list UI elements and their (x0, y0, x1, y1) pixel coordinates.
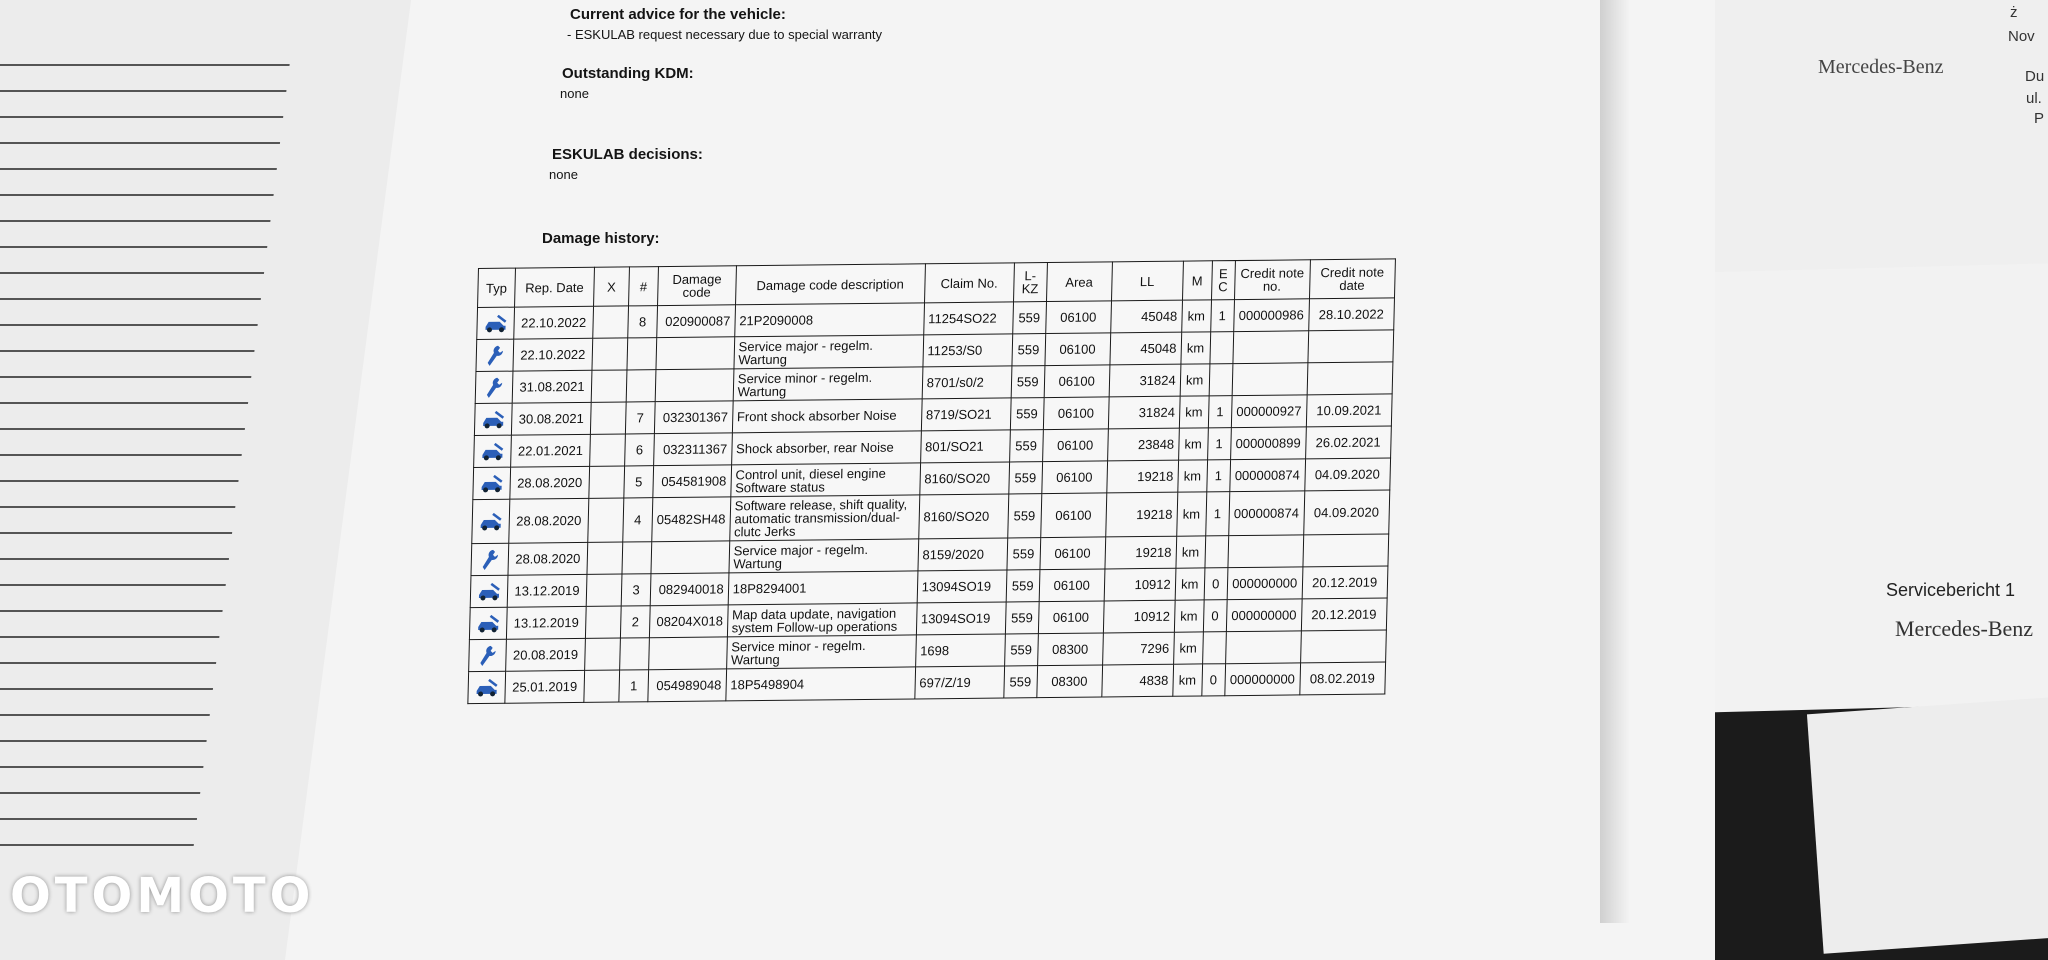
cell-m: km (1176, 492, 1206, 536)
cell-hash (627, 338, 657, 370)
cell-claim-no: 8701/s0/2 (922, 366, 1012, 399)
paper-shadow (1600, 0, 1630, 923)
cell-ll: 23848 (1107, 428, 1179, 461)
cell-x (585, 638, 621, 670)
cell-hash: 1 (619, 670, 649, 702)
cell-x (589, 466, 625, 498)
cell-hash (620, 638, 650, 670)
cell-damage-code: 054581908 (653, 465, 731, 498)
header-claim-no: Claim No. (924, 263, 1014, 303)
cell-area: 06100 (1040, 493, 1106, 538)
right-paper-sheet-4 (1807, 696, 2048, 954)
car-repair-icon (474, 403, 512, 435)
cell-lkz: 559 (1003, 666, 1037, 698)
cell-area: 08300 (1037, 633, 1103, 666)
header-area: Area (1046, 262, 1112, 302)
header-x: X (594, 267, 630, 306)
cell-damage-description: Software release, shift quality, automatic transmission/dual-clutc Jerks (729, 495, 919, 541)
cell-damage-description: Service minor - regelm. Wartung (733, 367, 923, 401)
kdm-title: Outstanding KDM: (562, 65, 694, 82)
cell-ll: 19218 (1106, 460, 1178, 493)
cell-ec: 1 (1206, 460, 1230, 492)
cell-ec: 0 (1203, 600, 1227, 632)
cell-ll: 31824 (1108, 396, 1180, 429)
header-damage-code: Damage code (658, 266, 737, 306)
cell-claim-no: 8160/SO20 (919, 462, 1009, 495)
cell-credit-note-date: 26.02.2021 (1305, 426, 1391, 459)
cell-x (588, 498, 624, 542)
cell-credit-note-no: 000000899 (1230, 427, 1306, 460)
cell-lkz: 559 (1007, 494, 1041, 538)
cell-damage-description: Shock absorber, rear Noise (731, 431, 921, 465)
cell-damage-description: Service minor - regelm. Wartung (726, 635, 916, 669)
car-repair-icon (470, 575, 508, 607)
edge-text-4: ul. (2026, 90, 2042, 107)
cell-lkz: 559 (1009, 430, 1043, 462)
cell-area: 08300 (1036, 665, 1102, 698)
cell-m: km (1178, 428, 1208, 460)
cell-credit-note-date (1308, 330, 1394, 363)
cell-x (593, 306, 629, 338)
cell-damage-description: Map data update, navigation system Follow-up operations (727, 603, 917, 637)
cell-rep-date: 22.01.2021 (511, 434, 591, 467)
damage-history-title: Damage history: (542, 230, 660, 247)
cell-credit-note-no: 000000000 (1227, 567, 1303, 600)
cell-claim-no: 8160/SO20 (918, 494, 1008, 539)
cell-lkz: 559 (1008, 462, 1042, 494)
cell-credit-note-no: 000000000 (1224, 663, 1300, 696)
header-lkz: L-KZ (1013, 263, 1047, 302)
cell-ll: 7296 (1102, 632, 1174, 665)
advice-title: Current advice for the vehicle: (570, 6, 786, 23)
cell-damage-code: 05482SH48 (652, 497, 731, 542)
cell-claim-no: 801/SO21 (920, 430, 1010, 463)
cell-area: 06100 (1042, 429, 1108, 462)
cell-x (592, 338, 628, 370)
cell-claim-no: 8159/2020 (918, 538, 1008, 571)
cell-rep-date: 13.12.2019 (506, 606, 586, 639)
cell-x (590, 434, 626, 466)
cell-ec: 1 (1205, 492, 1229, 536)
cell-rep-date: 30.08.2021 (511, 402, 591, 435)
cell-damage-description: 18P8294001 (728, 571, 918, 605)
cell-ec: 1 (1210, 300, 1234, 332)
cell-rep-date: 20.08.2019 (506, 638, 586, 671)
cell-m: km (1177, 460, 1207, 492)
cell-credit-note-date: 04.09.2020 (1303, 490, 1389, 535)
header-ec: E C (1211, 261, 1235, 300)
otomoto-watermark: OTOMOTO (10, 868, 315, 924)
cell-hash: 3 (621, 574, 651, 606)
cell-m: km (1179, 396, 1209, 428)
eskulab-title: ESKULAB decisions: (552, 146, 703, 163)
cell-lkz: 559 (1004, 634, 1038, 666)
cell-damage-description: Front shock absorber Noise (732, 399, 922, 433)
cell-credit-note-no: 000000874 (1229, 459, 1305, 492)
car-repair-icon (474, 435, 512, 467)
cell-rep-date: 28.08.2020 (509, 498, 589, 543)
cell-rep-date: 22.10.2022 (514, 306, 594, 339)
cell-credit-note-no: 000000000 (1226, 599, 1302, 632)
cell-credit-note-date: 04.09.2020 (1304, 458, 1390, 491)
cell-area: 06100 (1044, 365, 1110, 398)
table-body (468, 298, 1394, 704)
cell-ll: 31824 (1109, 364, 1181, 397)
cell-claim-no: 8719/SO21 (921, 398, 1011, 431)
cell-claim-no: 11253/S0 (923, 334, 1013, 367)
cell-damage-code: 08204X018 (649, 605, 727, 638)
damage-history-table-wrapper (467, 258, 1395, 704)
kdm-value: none (560, 86, 589, 101)
cell-lkz: 559 (1012, 302, 1046, 334)
cell-x (584, 670, 620, 702)
cell-credit-note-no: 000000986 (1233, 299, 1309, 332)
cell-credit-note-no: 000000874 (1228, 491, 1304, 536)
cell-area: 06100 (1045, 301, 1111, 334)
header-hash: # (629, 267, 659, 306)
cell-x (585, 606, 621, 638)
cell-area: 06100 (1040, 537, 1106, 570)
cell-ll: 45048 (1110, 300, 1182, 333)
cell-area: 06100 (1041, 461, 1107, 494)
cell-ec: 0 (1201, 664, 1225, 696)
car-repair-icon (469, 607, 507, 639)
cell-damage-description: Service major - regelm. Wartung (729, 539, 919, 573)
cell-rep-date: 25.01.2019 (505, 670, 585, 703)
header-ll: LL (1111, 261, 1183, 301)
cell-ec (1205, 536, 1229, 568)
wrench-icon (471, 543, 509, 575)
cell-claim-no: 13094SO19 (916, 602, 1006, 635)
wrench-icon (476, 339, 514, 371)
edge-text-5: P (2034, 110, 2045, 127)
cell-area: 06100 (1045, 333, 1111, 366)
cell-area: 06100 (1043, 397, 1109, 430)
cell-hash: 5 (624, 466, 654, 498)
cell-credit-note-date (1307, 362, 1393, 395)
cell-damage-code: 032311367 (654, 433, 732, 466)
cell-credit-note-date: 20.12.2019 (1301, 598, 1387, 631)
cell-damage-code: 032301367 (654, 401, 732, 434)
header-m: M (1182, 261, 1212, 300)
cell-damage-description: Control unit, diesel engine Software status (730, 463, 920, 497)
cell-ec: 1 (1207, 428, 1231, 460)
cell-ll: 10912 (1104, 568, 1176, 601)
cell-credit-note-no: 000000927 (1231, 395, 1307, 428)
cell-credit-note-date (1303, 534, 1389, 567)
wrench-icon (469, 639, 507, 671)
cell-ll: 19218 (1105, 536, 1177, 569)
cell-damage-code: 020900087 (657, 305, 735, 338)
cell-ec: 1 (1208, 396, 1232, 428)
wrench-icon (475, 371, 513, 403)
cell-credit-note-date (1300, 630, 1386, 663)
header-credit-note-no: Credit note no. (1234, 260, 1310, 300)
cell-hash: 7 (625, 402, 655, 434)
cell-m: km (1173, 632, 1203, 664)
cell-credit-note-no (1228, 535, 1304, 568)
cell-credit-note-date: 28.10.2022 (1308, 298, 1394, 331)
cell-damage-description: 21P2090008 (734, 303, 924, 337)
car-repair-icon (468, 671, 506, 703)
cell-x (587, 542, 623, 574)
header-typ: Typ (478, 268, 516, 307)
cell-damage-description: Service major - regelm. Wartung (734, 335, 924, 369)
cell-hash: 8 (628, 306, 658, 338)
cell-lkz: 559 (1005, 602, 1039, 634)
cell-m: km (1180, 364, 1210, 396)
cell-m: km (1175, 568, 1205, 600)
cell-hash: 4 (623, 498, 653, 542)
cell-lkz: 559 (1007, 538, 1041, 570)
cell-hash: 6 (625, 434, 655, 466)
damage-history-table (467, 258, 1395, 704)
cell-x (591, 370, 627, 402)
cell-claim-no: 11254SO22 (923, 302, 1013, 335)
header-damage-description: Damage code description (735, 264, 925, 305)
cell-lkz: 559 (1012, 334, 1046, 366)
cell-hash (622, 542, 652, 574)
cell-lkz: 559 (1011, 366, 1045, 398)
cell-ll: 45048 (1110, 332, 1182, 365)
cell-hash: 2 (620, 606, 650, 638)
cell-area: 06100 (1038, 601, 1104, 634)
brand-logo-bottom: Mercedes-Benz (1895, 616, 2034, 641)
car-repair-icon (473, 467, 511, 499)
cell-claim-no: 1698 (915, 634, 1005, 667)
cell-m: km (1181, 332, 1211, 364)
cell-hash (626, 370, 656, 402)
cell-rep-date: 13.12.2019 (507, 574, 587, 607)
cell-damage-description: 18P5498904 (726, 667, 916, 701)
cell-x (590, 402, 626, 434)
right-paper-sheet-2 (1690, 0, 2048, 280)
cell-damage-code: 054989048 (648, 669, 726, 702)
cell-credit-note-no (1233, 331, 1309, 364)
car-repair-icon (472, 499, 510, 543)
cell-ll: 19218 (1105, 492, 1177, 537)
cell-ec (1209, 364, 1233, 396)
cell-claim-no: 13094SO19 (917, 570, 1007, 603)
cell-credit-note-date: 08.02.2019 (1299, 662, 1385, 695)
cell-m: km (1174, 600, 1204, 632)
cell-rep-date: 22.10.2022 (513, 338, 593, 371)
cell-rep-date: 28.08.2020 (508, 542, 588, 575)
right-paper-sheet-3 (1679, 263, 2048, 713)
cell-damage-code: 082940018 (650, 573, 728, 606)
cell-ec (1202, 632, 1226, 664)
cell-lkz: 559 (1010, 398, 1044, 430)
edge-text-2: Nov (2008, 28, 2035, 45)
eskulab-value: none (549, 167, 578, 182)
cell-ll: 10912 (1103, 600, 1175, 633)
cell-rep-date: 28.08.2020 (510, 466, 590, 499)
car-repair-icon (477, 307, 515, 339)
cell-m: km (1172, 664, 1202, 696)
cell-lkz: 559 (1006, 570, 1040, 602)
cell-damage-code (651, 541, 729, 574)
cell-damage-code (649, 637, 727, 670)
cell-credit-note-date: 20.12.2019 (1302, 566, 1388, 599)
brand-logo-top: Mercedes-Benz (1818, 56, 1944, 78)
header-credit-note-date: Credit note date (1309, 259, 1395, 299)
cell-claim-no: 697/Z/19 (915, 666, 1005, 699)
cell-credit-note-date: 10.09.2021 (1306, 394, 1392, 427)
service-report-title: Servicebericht 1 (1886, 580, 2016, 600)
cell-m: km (1181, 300, 1211, 332)
cell-ec (1210, 332, 1234, 364)
cell-rep-date: 31.08.2021 (512, 370, 592, 403)
cell-ec: 0 (1204, 568, 1228, 600)
header-rep-date: Rep. Date (515, 267, 595, 307)
cell-x (586, 574, 622, 606)
ruled-lines (0, 40, 293, 860)
cell-area: 06100 (1039, 569, 1105, 602)
cell-damage-code (655, 369, 733, 402)
edge-text-1: ż (2010, 4, 2018, 21)
cell-credit-note-no (1232, 363, 1308, 396)
advice-text: - ESKULAB request necessary due to special warranty (567, 27, 883, 42)
cell-ll: 4838 (1101, 664, 1173, 697)
cell-damage-code (656, 337, 734, 370)
cell-credit-note-no (1225, 631, 1301, 664)
cell-m: km (1176, 536, 1206, 568)
edge-text-3: Du (2025, 68, 2045, 85)
